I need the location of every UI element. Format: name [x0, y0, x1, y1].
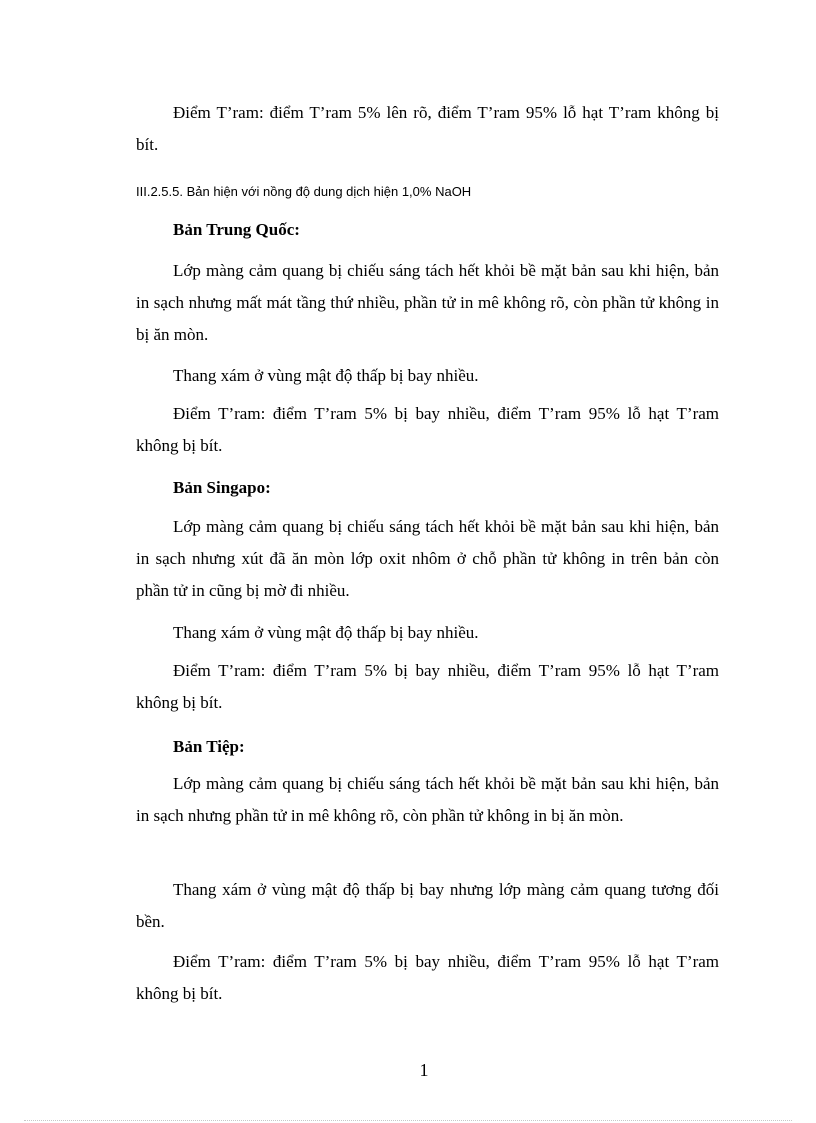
intro-paragraph: Điểm T’ram: điểm T’ram 5% lên rõ, điểm T’ram 95% lỗ hạt T’ram không bị bít.	[136, 103, 719, 154]
china-paragraph-3: Điểm T’ram: điểm T’ram 5% bị bay nhiều, điểm T’ram 95% lỗ hạt T’ram không bị bít.	[136, 404, 719, 455]
czech-plate-heading: Bản Tiệp:	[173, 737, 245, 756]
page-number: 1	[419, 1060, 429, 1080]
czech-paragraph-1: Lớp màng cảm quang bị chiếu sáng tách hết khỏi bề mặt bản sau khi hiện, bản in sạch nhưng phần tử in mê không rõ, còn phần tử không in bị ăn mòn.	[136, 774, 719, 825]
czech-paragraph-3: Điểm T’ram: điểm T’ram 5% bị bay nhiều, điểm T’ram 95% lỗ hạt T’ram không bị bít.	[136, 952, 719, 1003]
china-paragraph-2: Thang xám ở vùng mật độ thấp bị bay nhiều.	[173, 366, 479, 385]
china-plate-heading: Bản Trung Quốc:	[173, 220, 300, 239]
china-paragraph-1: Lớp màng cảm quang bị chiếu sáng tách hết khỏi bề mặt bản sau khi hiện, bản in sạch nhưng mất mát tầng thứ nhiều, phần tử in mê không rõ, còn phần tử không in bị ăn mòn.	[136, 261, 719, 344]
czech-paragraph-2: Thang xám ở vùng mật độ thấp bị bay nhưng lớp màng cảm quang tương đối bền.	[136, 880, 719, 931]
section-heading: III.2.5.5. Bản hiện với nồng độ dung dịch hiện 1,0% NaOH	[136, 184, 472, 199]
singapore-plate-heading: Bản Singapo:	[173, 478, 271, 497]
singapore-paragraph-1: Lớp màng cảm quang bị chiếu sáng tách hết khỏi bề mặt bản sau khi hiện, bản in sạch nhưng xút đã ăn mòn lớp oxit nhôm ở chỗ phần tử không in trên bản còn phần tử in cũng bị mờ đi nhiều.	[136, 517, 719, 600]
page-bottom-divider	[24, 1120, 792, 1121]
singapore-paragraph-2: Thang xám ở vùng mật độ thấp bị bay nhiều.	[173, 623, 479, 642]
singapore-paragraph-3: Điểm T’ram: điểm T’ram 5% bị bay nhiều, điểm T’ram 95% lỗ hạt T’ram không bị bít.	[136, 661, 719, 712]
